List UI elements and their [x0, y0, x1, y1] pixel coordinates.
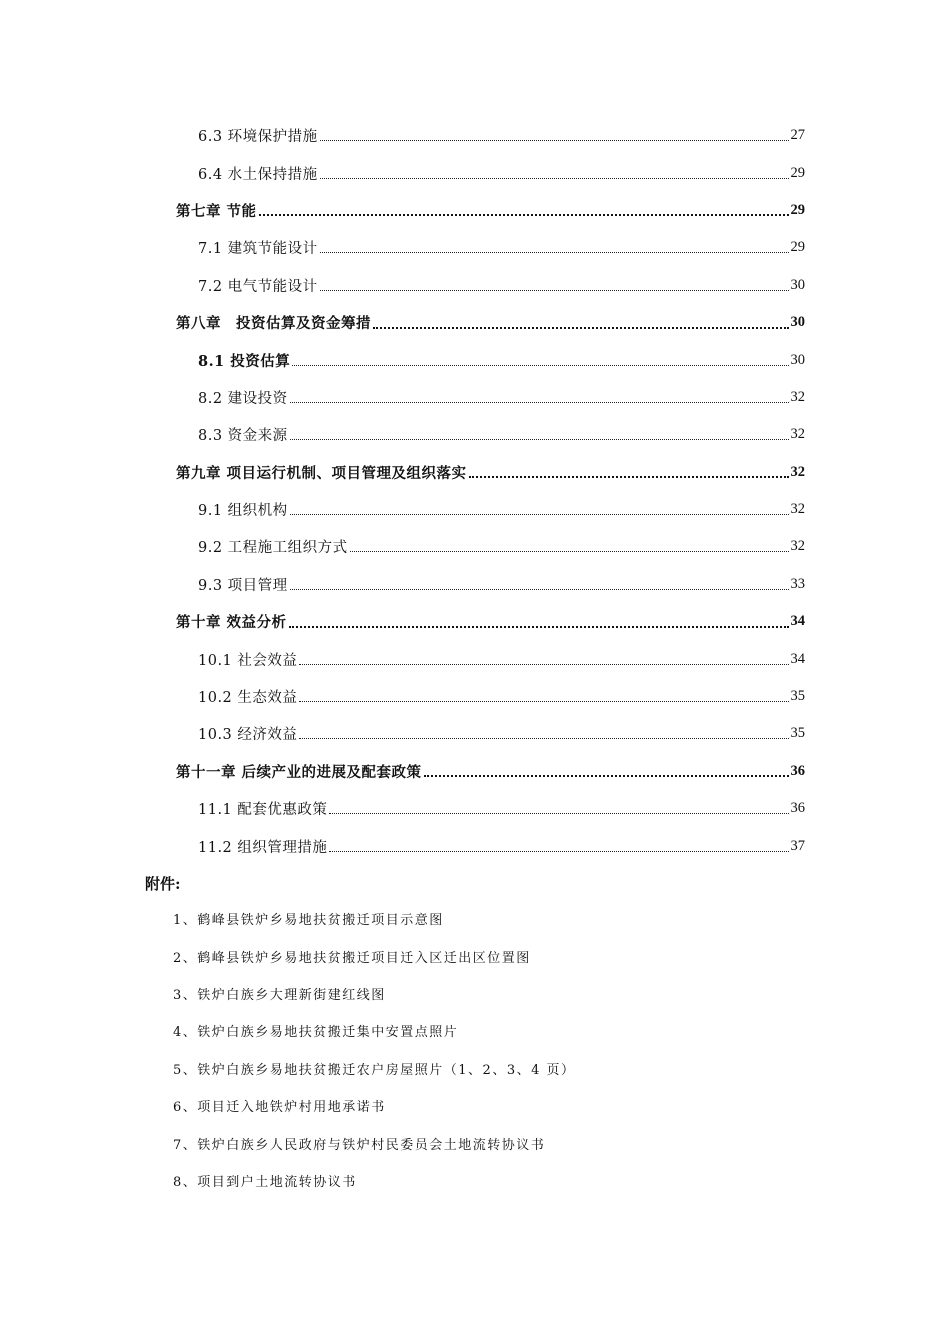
toc-page-number: 32	[790, 426, 805, 443]
toc-entry-label: 第十章 效益分析	[176, 614, 287, 632]
toc-entry-label: 7.1 建筑节能设计	[198, 241, 318, 258]
toc-leader-dots	[320, 252, 789, 253]
toc-chapter-entry[interactable]	[0, 304, 950, 341]
toc-entry-label: 6.4 水土保持措施	[198, 166, 318, 183]
toc-page-number: 30	[790, 276, 805, 293]
toc-page-number: 30	[790, 314, 805, 331]
toc-page-number: 27	[790, 127, 805, 144]
toc-section-entry[interactable]	[0, 640, 950, 677]
toc-page-number: 29	[790, 201, 805, 218]
toc-page-number: 37	[790, 837, 805, 854]
toc-page-number: 34	[790, 613, 805, 630]
toc-entry-label: 10.3 经济效益	[198, 727, 298, 744]
toc-section-entry[interactable]	[0, 491, 950, 528]
toc-section-entry[interactable]	[0, 117, 950, 154]
toc-page-number: 30	[790, 351, 805, 368]
toc-entry-label: 10.2 生态效益	[198, 690, 298, 707]
toc-page-number: 32	[790, 463, 805, 480]
toc-entry-label: 7.2 电气节能设计	[198, 278, 318, 295]
toc-leader-dots	[299, 664, 788, 665]
toc-section-entry[interactable]	[0, 678, 950, 715]
attachment-item: 7、铁炉白族乡人民政府与铁炉村民委员会土地流转协议书	[173, 1137, 546, 1153]
toc-entry-label: 9.2 工程施工组织方式	[198, 540, 348, 557]
attachments-list	[173, 900, 576, 1199]
toc-chapter-entry[interactable]	[0, 192, 950, 229]
toc-chapter-entry[interactable]	[0, 603, 950, 640]
toc-page-number: 35	[790, 688, 805, 705]
toc-page-number: 36	[790, 800, 805, 817]
toc-page-number: 29	[790, 164, 805, 181]
toc-leader-dots	[299, 701, 788, 702]
toc-entry-label: 9.3 项目管理	[198, 577, 288, 594]
toc-leader-dots	[469, 476, 789, 478]
toc-section-entry[interactable]	[0, 229, 950, 266]
toc-section-entry[interactable]	[0, 790, 950, 827]
toc-entry-label: 第七章 节能	[176, 202, 257, 220]
toc-page-number: 32	[790, 538, 805, 555]
toc-entry-label: 9.1 组织机构	[198, 503, 288, 520]
toc-entry-label: 10.1 社会效益	[198, 652, 298, 669]
attachment-item: 8、项目到户土地流转协议书	[173, 1174, 357, 1190]
toc-section-entry[interactable]	[0, 528, 950, 565]
toc-entry-label: 8.2 建设投资	[198, 390, 288, 407]
toc-entry-label: 第九章 项目运行机制、项目管理及组织落实	[176, 464, 467, 482]
toc-chapter-entry[interactable]	[0, 753, 950, 790]
toc-entry-label: 第十一章 后续产业的进展及配套政策	[176, 763, 422, 781]
table-of-contents	[0, 117, 950, 865]
toc-leader-dots	[373, 327, 789, 329]
toc-page-number: 32	[790, 388, 805, 405]
toc-leader-dots	[292, 365, 788, 366]
attachment-item: 3、铁炉白族乡大理新街建红线图	[173, 987, 386, 1003]
toc-section-entry[interactable]	[0, 416, 950, 453]
toc-leader-dots	[329, 851, 788, 852]
toc-leader-dots	[290, 514, 789, 515]
toc-page-number: 33	[790, 575, 805, 592]
toc-entry-label: 11.2 组织管理措施	[198, 839, 328, 856]
toc-section-entry[interactable]	[0, 154, 950, 191]
toc-leader-dots	[350, 551, 789, 552]
toc-leader-dots	[299, 738, 788, 739]
toc-page-number: 32	[790, 501, 805, 518]
attachment-item: 4、铁炉白族乡易地扶贫搬迁集中安置点照片	[173, 1025, 459, 1041]
toc-page-number: 29	[790, 239, 805, 256]
toc-section-entry[interactable]	[0, 715, 950, 752]
attachment-item: 5、铁炉白族乡易地扶贫搬迁农户房屋照片（1、2、3、4 页）	[173, 1062, 576, 1078]
toc-entry-label: 6.3 环境保护措施	[198, 129, 318, 146]
toc-leader-dots	[424, 775, 789, 777]
toc-section-entry[interactable]	[0, 267, 950, 304]
toc-section-entry[interactable]	[0, 379, 950, 416]
toc-entry-label: 8.3 资金来源	[198, 428, 288, 445]
attachment-item: 2、鹤峰县铁炉乡易地扶贫搬迁项目迁入区迁出区位置图	[173, 950, 531, 966]
toc-entry-label: 11.1 配套优惠政策	[198, 802, 328, 819]
toc-page-number: 34	[790, 650, 805, 667]
toc-section-entry[interactable]	[0, 341, 950, 378]
toc-chapter-entry[interactable]	[0, 454, 950, 491]
toc-leader-dots	[290, 402, 789, 403]
toc-leader-dots	[290, 589, 789, 590]
toc-entry-label: 8.1 投资估算	[198, 352, 291, 370]
toc-leader-dots	[320, 140, 789, 141]
attachment-item: 1、鹤峰县铁炉乡易地扶贫搬迁项目示意图	[173, 913, 444, 929]
toc-page-number: 35	[790, 725, 805, 742]
toc-leader-dots	[289, 626, 789, 628]
toc-leader-dots	[290, 439, 789, 440]
toc-leader-dots	[329, 813, 788, 814]
toc-leader-dots	[320, 290, 789, 291]
attachments-title: 附件:	[145, 875, 181, 893]
toc-leader-dots	[259, 214, 789, 216]
toc-leader-dots	[320, 178, 789, 179]
toc-page-number: 36	[790, 762, 805, 779]
attachment-item: 6、项目迁入地铁炉村用地承诺书	[173, 1100, 386, 1116]
toc-section-entry[interactable]	[0, 566, 950, 603]
toc-section-entry[interactable]	[0, 827, 950, 864]
toc-entry-label: 第八章 投资估算及资金筹措	[176, 315, 371, 333]
